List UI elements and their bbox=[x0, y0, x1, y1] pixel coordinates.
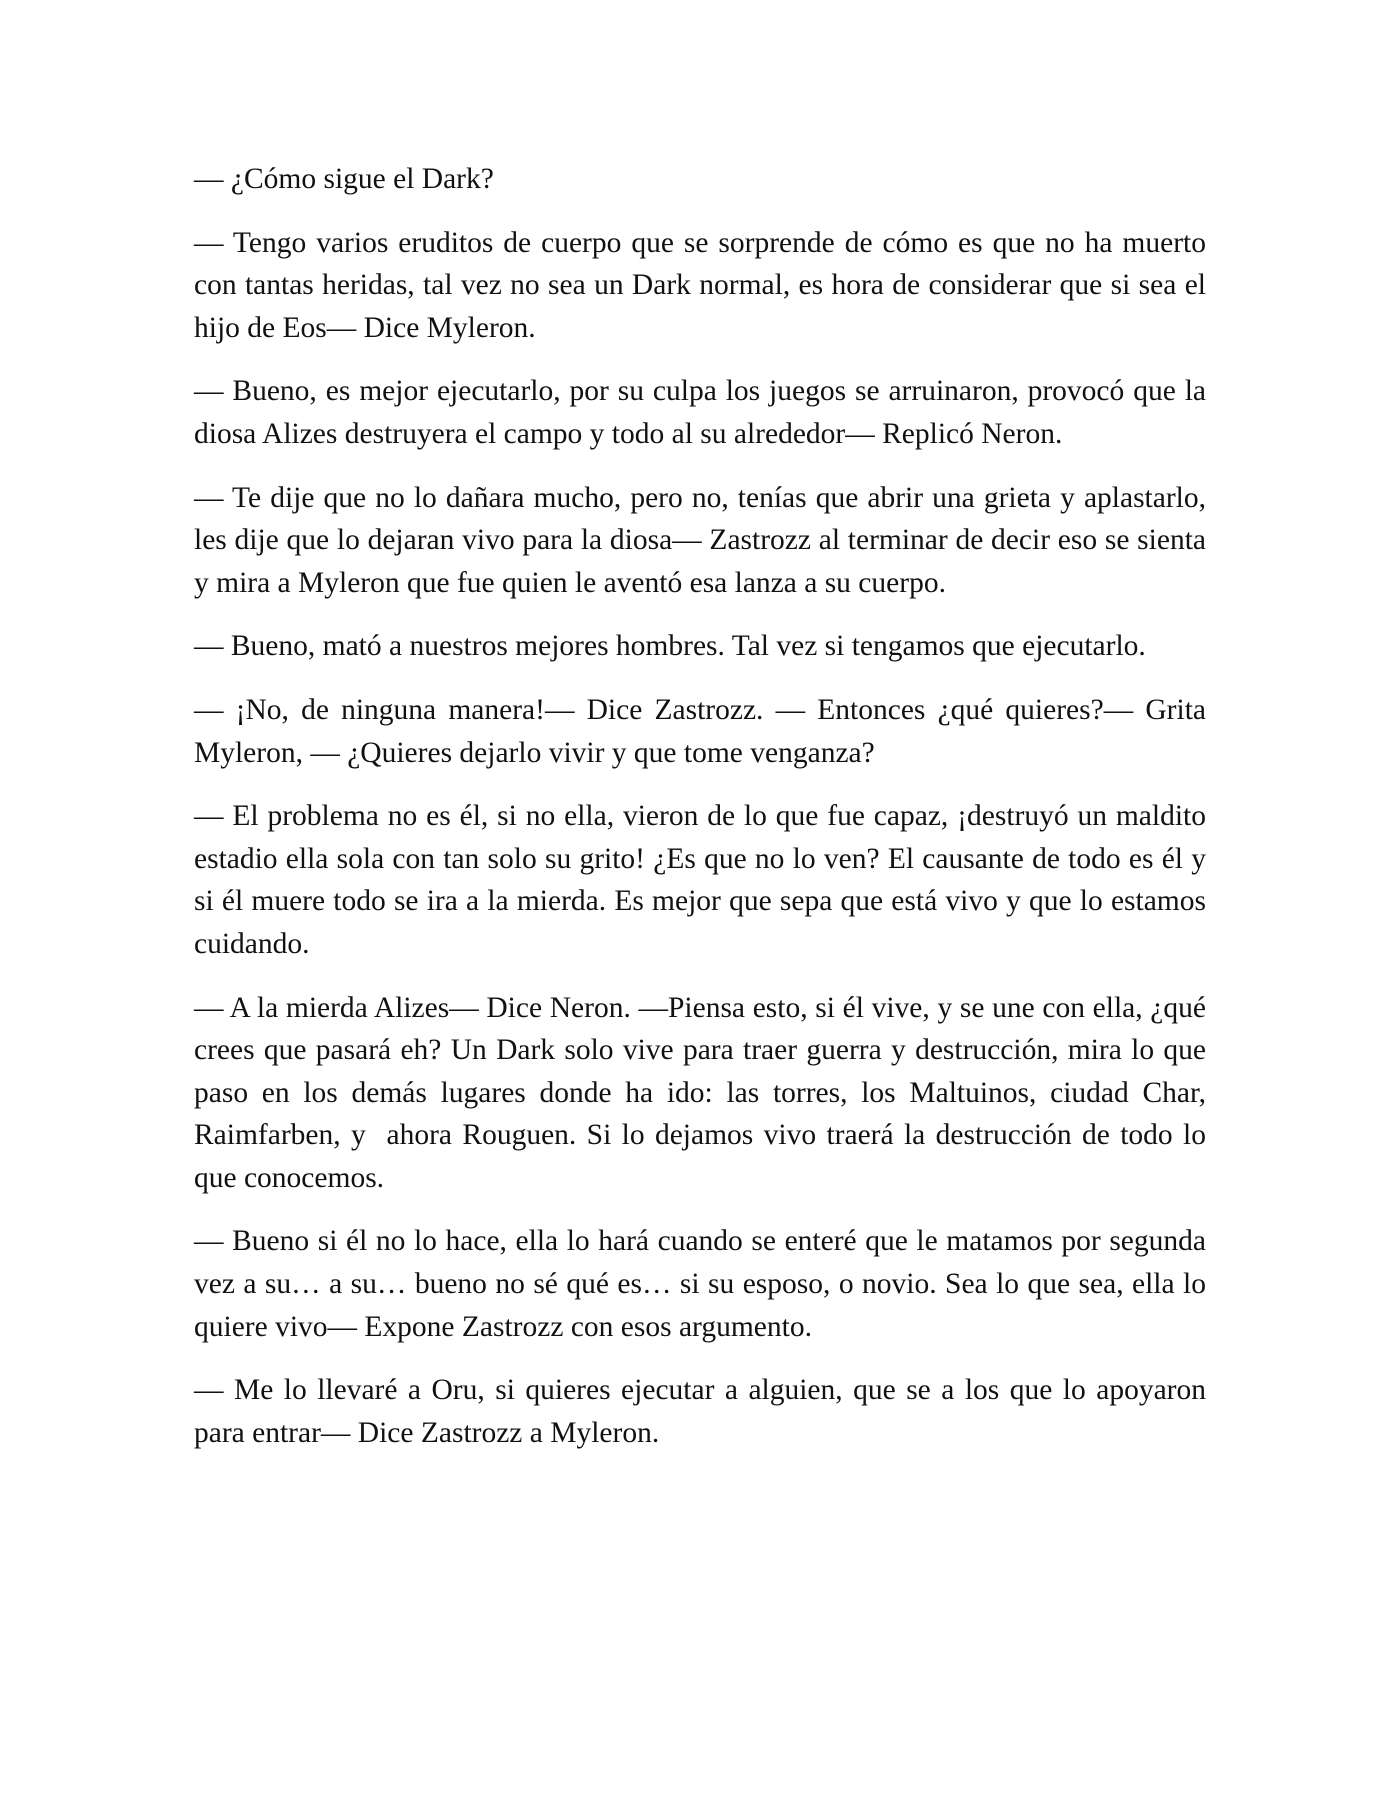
paragraph-8: — A la mierda Alizes— Dice Neron. —Piensa esto, si él vive, y se une con ella, ¿qué crees que pasará eh? Un Dark solo vive para traer guerra y destrucción, mira lo que paso en los demás lugares donde ha ido: las torres, los Maltuinos, ciudad Char, Raimfarben, y ahora Rouguen. Si lo dejamos vivo traerá la destrucción de todo lo que conocemos. bbox=[194, 991, 1214, 1194]
paragraph-9: — Bueno si él no lo hace, ella lo hará cuando se enteré que le matamos por segunda vez a su… a su… bueno no sé qué es… si su esposo, o novio. Sea lo que sea, ella lo quiere vivo— Expone Zastrozz con esos argumento. bbox=[194, 1225, 1214, 1343]
body-text bbox=[194, 158, 1214, 1475]
paragraph-3: — Bueno, es mejor ejecutarlo, por su culpa los juegos se arruinaron, provocó que la diosa Alizes destruyera el campo y todo al su alrededor— Replicó Neron. bbox=[194, 375, 1214, 450]
paragraph-4: — Te dije que no lo dañara mucho, pero no, tenías que abrir una grieta y aplastarlo, les dije que lo dejaran vivo para la diosa— Zastrozz al terminar de decir eso se sienta y mira a Myleron que fue quien le aventó esa lanza a su cuerpo. bbox=[194, 481, 1214, 599]
paragraph-10: — Me lo llevaré a Oru, si quieres ejecutar a alguien, que se a los que lo apoyaron para entrar— Dice Zastrozz a Myleron. bbox=[194, 1374, 1214, 1449]
paragraph-5: — Bueno, mató a nuestros mejores hombres. Tal vez si tengamos que ejecutarlo. bbox=[194, 630, 1146, 663]
paragraph-2: — Tengo varios eruditos de cuerpo que se sorprende de cómo es que no ha muerto con tantas heridas, tal vez no sea un Dark normal, es hora de considerar que si sea el hijo de Eos— Dice Myleron. bbox=[194, 226, 1214, 344]
paragraph-6: — ¡No, de ninguna manera!— Dice Zastrozz. — Entonces ¿qué quieres?— Grita Myleron, — ¿Quieres dejarlo vivir y que tome venganza? bbox=[194, 693, 1214, 769]
paragraph-7: — El problema no es él, si no ella, vieron de lo que fue capaz, ¡destruyó un maldito estadio ella sola con tan solo su grito! ¿Es que no lo ven? El causante de todo es él y si él muere todo se ira a la mierda. Es mejor que sepa que está vivo y que lo estamos cuidando. bbox=[194, 800, 1214, 960]
paragraph-1: — ¿Cómo sigue el Dark? bbox=[194, 163, 494, 195]
